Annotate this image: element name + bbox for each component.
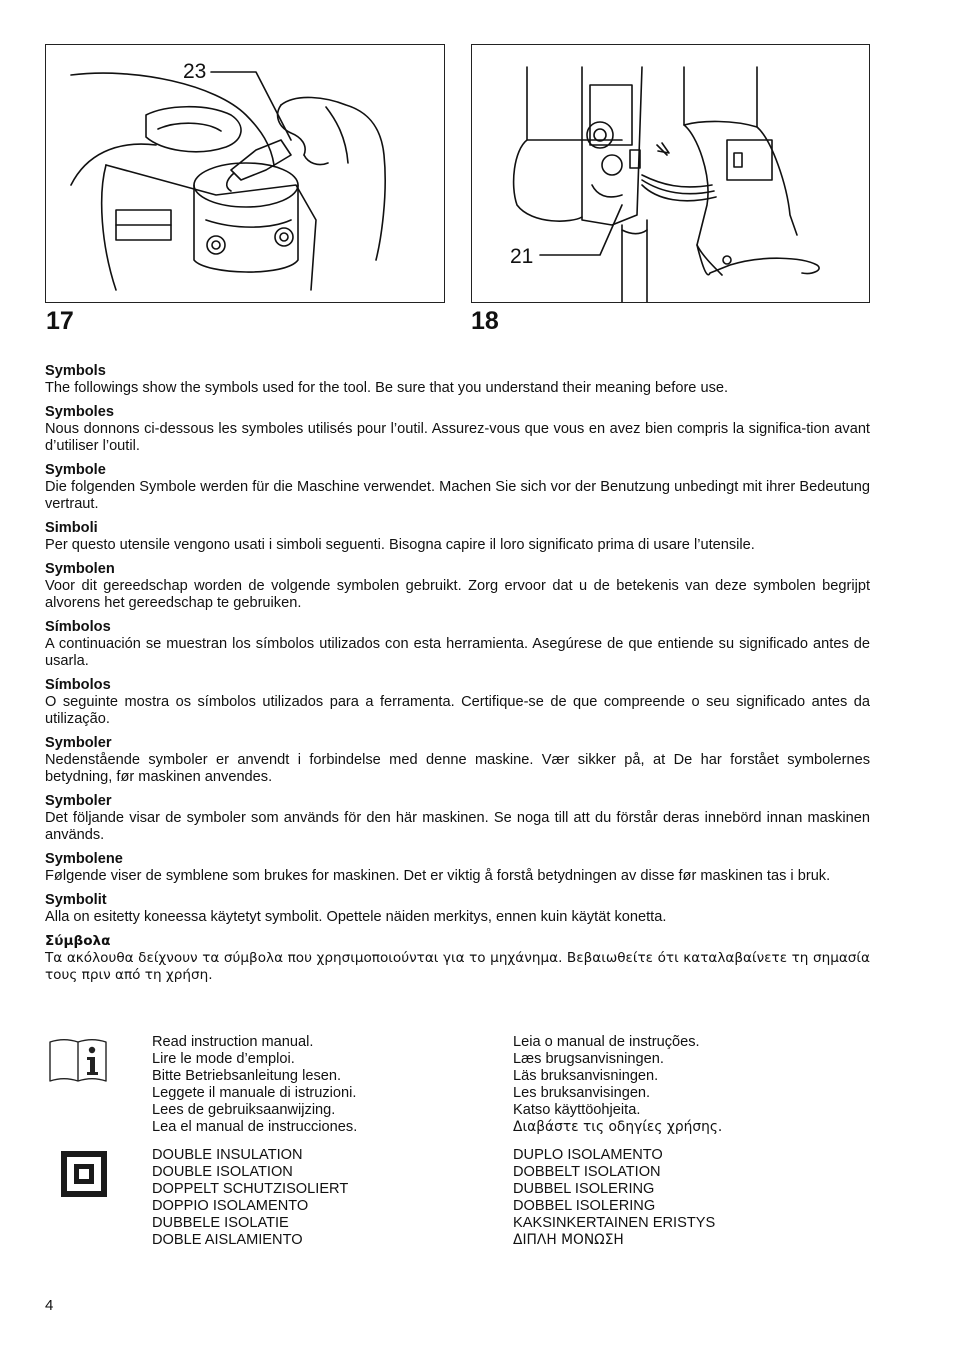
double-insulation-no: DOBBEL ISOLERING: [513, 1198, 656, 1214]
section-text: Per questo utensile vengono usati i simboli seguenti. Bisogna capire il loro significato prima di usare l’utensile.: [45, 537, 755, 553]
symbols-fr: [45, 404, 870, 455]
double-insulation-fr: DOUBLE ISOLATION: [152, 1164, 293, 1180]
read-manual-text-left: [152, 1034, 502, 1136]
symbols-da: [45, 735, 870, 786]
section-heading: Symbols: [45, 363, 106, 379]
section-heading: Simboli: [45, 520, 98, 536]
read-manual-en: Read instruction manual.: [152, 1034, 314, 1050]
read-manual-no: Les bruksanvisingen.: [513, 1085, 651, 1101]
double-insulation-es: DOBLE AISLAMIENTO: [152, 1232, 303, 1248]
read-manual-text-right: [513, 1034, 873, 1136]
read-manual-sv: Läs bruksanvisningen.: [513, 1068, 659, 1084]
callout-21: 21: [510, 245, 534, 268]
section-heading: Symboles: [45, 404, 114, 420]
section-text: Die folgenden Symbole werden für die Maschine verwendet. Machen Sie sich vor der Benutzung unbedingt mit ihrer Bedeutung vertraut.: [45, 479, 870, 512]
read-manual-it: Leggete il manuale di istruzioni.: [152, 1085, 357, 1101]
double-insulation-de: DOPPELT SCHUTZISOLIERT: [152, 1181, 349, 1197]
read-manual-pt: Leia o manual de instruções.: [513, 1034, 700, 1050]
section-heading: Symboler: [45, 735, 112, 751]
page-number: 4: [45, 1297, 54, 1314]
section-text: Alla on esitetty koneessa käytetyt symbolit. Opettele näiden merkitys, ennen kuin käytät konetta.: [45, 909, 667, 925]
section-text: Følgende viser de symblene som brukes for maskinen. Det er viktig å forstå betydningen av disse før maskinen tas i bruk.: [45, 868, 831, 884]
symbols-pt: [45, 677, 870, 728]
figure-17-illustration: [45, 44, 445, 303]
read-manual-da: Læs brugsanvisningen.: [513, 1051, 664, 1067]
symbols-es: [45, 619, 870, 670]
double-insulation-el: ΔΙΠΛΗ ΜΟΝΩΣΗ: [513, 1232, 624, 1248]
section-heading: Symbolen: [45, 561, 115, 577]
read-manual-es: Lea el manual de instrucciones.: [152, 1119, 358, 1135]
symbols-fi: [45, 892, 870, 926]
figure-18-number: 18: [471, 307, 499, 335]
symbols-en: [45, 363, 870, 397]
symbols-nl: [45, 561, 870, 612]
double-insulation-nl: DUBBELE ISOLATIE: [152, 1215, 289, 1231]
section-text: The followings show the symbols used for the tool. Be sure that you understand their meaning before use.: [45, 380, 729, 396]
double-insulation-pt: DUPLO ISOLAMENTO: [513, 1147, 663, 1163]
section-heading: Symbole: [45, 462, 106, 478]
section-heading: Symbolene: [45, 851, 123, 867]
double-insulation-en: DOUBLE INSULATION: [152, 1147, 303, 1163]
section-text: Nedenstående symboler er anvendt i forbindelse med denne maskine. Vær sikker på, at De har forstået symbolernes betydning, før maskinen anvendes.: [45, 752, 870, 785]
section-heading: Symboler: [45, 793, 112, 809]
double-insulation-icon: [47, 1147, 109, 1204]
section-heading: Σύμβολα: [45, 933, 111, 949]
double-insulation-text-left: [152, 1147, 502, 1249]
double-insulation-sv: DUBBEL ISOLERING: [513, 1181, 655, 1197]
read-manual-icon: [47, 1034, 109, 1089]
figure-17-drawing: [46, 45, 444, 302]
section-text: Nous donnons ci-dessous les symboles utilisés pour l’outil. Assurez-vous que vous en avez bien compris la significa-tion avant d’utiliser l’outil.: [45, 421, 870, 454]
read-manual-fi: Katso käyttöohjeita.: [513, 1102, 641, 1118]
symbols-section: [45, 363, 870, 985]
read-manual-de: Bitte Betriebsanleitung lesen.: [152, 1068, 342, 1084]
symbols-no: [45, 851, 870, 885]
section-heading: Símbolos: [45, 677, 111, 693]
figure-18-illustration: [471, 44, 870, 303]
symbols-de: [45, 462, 870, 513]
double-insulation-text-right: [513, 1147, 873, 1249]
read-manual-nl: Lees de gebruiksaanwijzing.: [152, 1102, 336, 1118]
section-heading: Symbolit: [45, 892, 107, 908]
section-text: Τα ακόλουθα δείχνουν τα σύμβολα που χρησιμοποιούνται για το μηχάνημα. Βεβαιωθείτε ότι καταλαβαίνετε τη σημασία τους πριν από τη χρήση.: [45, 950, 870, 983]
read-manual-fr: Lire le mode d’emploi.: [152, 1051, 295, 1067]
callout-23: 23: [183, 60, 207, 83]
figure-18-drawing: [472, 45, 869, 302]
read-manual-el: Διαβάστε τις οδηγίες χρήσης.: [513, 1119, 723, 1135]
double-insulation-fi: KAKSINKERTAINEN ERISTYS: [513, 1215, 716, 1231]
section-text: Det följande visar de symboler som används för den här maskinen. Se noga till att du förstår deras innebörd innan maskinen används.: [45, 810, 870, 843]
double-insulation-it: DOPPIO ISOLAMENTO: [152, 1198, 309, 1214]
section-text: Voor dit gereedschap worden de volgende symbolen gebruikt. Zorg ervoor dat u de betekenis van deze symbolen begrijpt alvorens het gereedschap te gebruiken.: [45, 578, 870, 611]
symbols-it: [45, 520, 870, 554]
symbols-el: [45, 933, 870, 984]
double-insulation-da: DOBBELT ISOLATION: [513, 1164, 661, 1180]
figure-17-number: 17: [46, 307, 74, 335]
section-text: A continuación se muestran los símbolos utilizados con esta herramienta. Asegúrese de que entiende su significado antes de usarla.: [45, 636, 870, 669]
section-text: O seguinte mostra os símbolos utilizados para a ferramenta. Certifique-se de que compreende o seu significado antes da utilização.: [45, 694, 870, 727]
symbols-sv: [45, 793, 870, 844]
section-heading: Símbolos: [45, 619, 111, 635]
